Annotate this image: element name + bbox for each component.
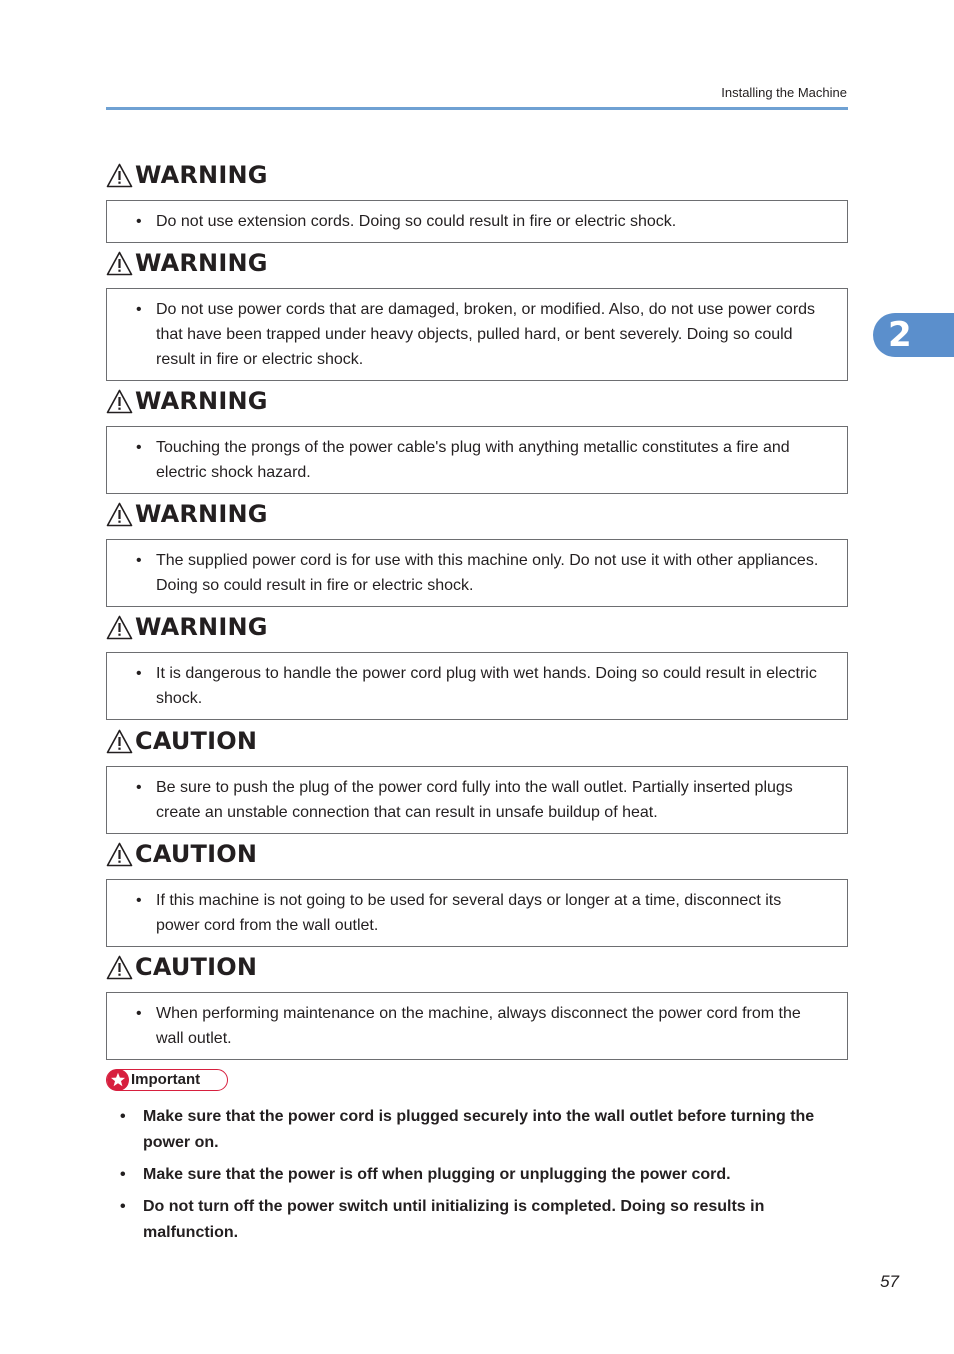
notice-heading-text: WARNING	[135, 161, 268, 189]
notice-heading	[106, 500, 848, 528]
chapter-number: 2	[888, 315, 912, 355]
caution-notice	[106, 840, 848, 947]
notice-heading-text: WARNING	[135, 387, 268, 415]
notice-heading-text: CAUTION	[135, 953, 258, 981]
notice-text: • Be sure to push the plug of the power cord fully into the wall outlet. Partially inserted plugs create an unstable connection that can result in unsafe buildup of heat.	[136, 775, 827, 825]
caution-triangle-icon	[106, 955, 133, 980]
page-number: 57	[880, 1272, 899, 1291]
notice-box	[106, 200, 848, 243]
header-rule	[106, 107, 848, 110]
notice-box	[106, 426, 848, 494]
star-icon	[107, 1069, 129, 1091]
notice-heading	[106, 161, 848, 189]
notice-box	[106, 539, 848, 607]
warning-triangle-icon	[106, 502, 133, 527]
notice-heading-text: CAUTION	[135, 840, 258, 868]
warning-triangle-icon	[106, 389, 133, 414]
warning-notice	[106, 500, 848, 607]
warning-triangle-icon	[106, 163, 133, 188]
important-badge	[106, 1069, 228, 1091]
warning-notice	[106, 249, 848, 381]
notice-heading	[106, 727, 848, 755]
notice-text: • If this machine is not going to be used for several days or longer at a time, disconnect its power cord from the wall outlet.	[136, 888, 827, 938]
list-item: • Make sure that the power cord is plugged securely into the wall outlet before turning the power on.	[120, 1104, 860, 1156]
caution-notice	[106, 953, 848, 1060]
notice-heading	[106, 953, 848, 981]
important-label: Important	[131, 1071, 201, 1088]
notice-text: • When performing maintenance on the machine, always disconnect the power cord from the wall outlet.	[136, 1001, 827, 1051]
notice-heading	[106, 613, 848, 641]
warning-triangle-icon	[106, 251, 133, 276]
notice-box	[106, 652, 848, 720]
list-item: • Do not turn off the power switch until initializing is completed. Doing so results in malfunction.	[120, 1194, 860, 1246]
caution-triangle-icon	[106, 729, 133, 754]
important-list	[120, 1104, 860, 1252]
notice-text: • It is dangerous to handle the power cord plug with wet hands. Doing so could result in electric shock.	[136, 661, 827, 711]
list-item: • Make sure that the power is off when plugging or unplugging the power cord.	[120, 1162, 860, 1188]
notice-heading	[106, 840, 848, 868]
notice-heading-text: WARNING	[135, 249, 268, 277]
caution-notice	[106, 727, 848, 834]
notice-heading-text: WARNING	[135, 613, 268, 641]
warning-triangle-icon	[106, 615, 133, 640]
notice-box	[106, 766, 848, 834]
notice-box	[106, 879, 848, 947]
warning-notice	[106, 387, 848, 494]
warning-notice	[106, 613, 848, 720]
notice-text: • Touching the prongs of the power cable's plug with anything metallic constitutes a fire and electric shock hazard.	[136, 435, 827, 485]
notice-box	[106, 992, 848, 1060]
notice-text: • Do not use power cords that are damaged, broken, or modified. Also, do not use power cords that have been trapped under heavy objects, pulled hard, or bent severely. Doing so could result in fire or electric shock.	[136, 297, 827, 372]
notice-box	[106, 288, 848, 381]
caution-triangle-icon	[106, 842, 133, 867]
notice-heading	[106, 387, 848, 415]
running-header: Installing the Machine	[721, 85, 847, 100]
notice-heading	[106, 249, 848, 277]
notice-heading-text: CAUTION	[135, 727, 258, 755]
notice-text: • The supplied power cord is for use with this machine only. Do not use it with other appliances. Doing so could result in fire or electric shock.	[136, 548, 827, 598]
notice-text: • Do not use extension cords. Doing so could result in fire or electric shock.	[136, 209, 827, 234]
notice-heading-text: WARNING	[135, 500, 268, 528]
warning-notice	[106, 161, 848, 243]
chapter-tab	[873, 313, 954, 357]
